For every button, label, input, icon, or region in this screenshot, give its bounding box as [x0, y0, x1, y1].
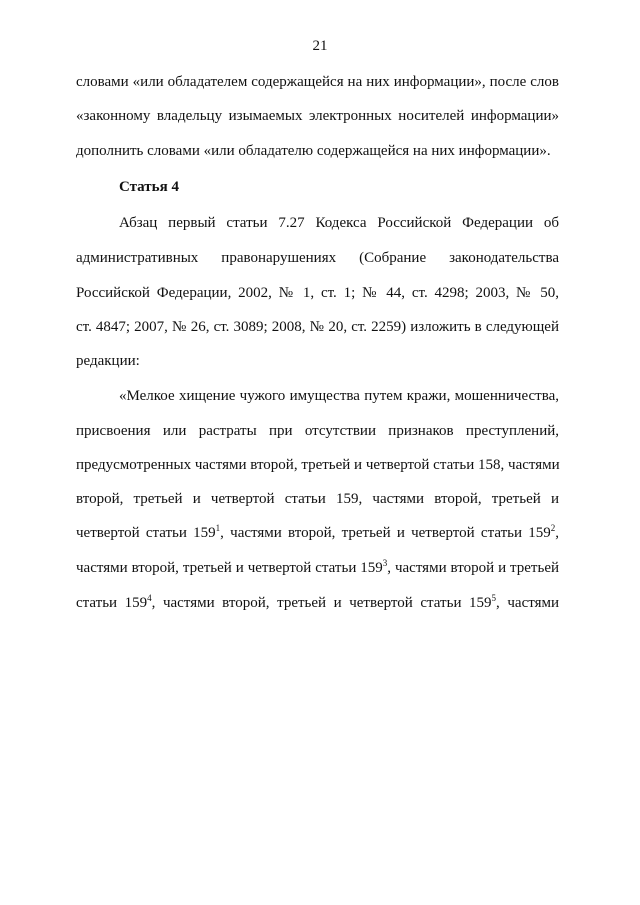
text-segment: , частями: [496, 595, 559, 611]
text-line: Российской Федерации, 2002, № 1, ст. 1; № 44, ст. 4298; 2003, № 50,: [76, 285, 559, 301]
text-line: «законному владельцу изымаемых электронных носителей информации»: [76, 108, 559, 124]
article-heading: Статья 4: [119, 179, 179, 195]
text-segment: четвертой статьи 159: [76, 525, 216, 541]
superscript: 5: [491, 593, 497, 603]
superscript: 3: [382, 558, 388, 568]
text-line-with-superscript: [76, 558, 559, 578]
text-line: присвоения или растраты при отсутствии признаков преступлений,: [76, 423, 559, 439]
text-line: редакции:: [76, 353, 140, 369]
text-segment: , частями второй и третьей: [387, 560, 560, 576]
text-line: «Мелкое хищение чужого имущества путем кражи, мошенничества,: [119, 388, 559, 404]
text-line-with-superscript: [76, 523, 559, 543]
text-line: предусмотренных частями второй, третьей и четвертой статьи 158, частями: [76, 457, 560, 473]
text-line: ст. 4847; 2007, № 26, ст. 3089; 2008, № 20, ст. 2259) изложить в следующей: [76, 319, 559, 335]
text-line: словами «или обладателем содержащейся на них информации», после слов: [76, 74, 559, 90]
text-segment: , частями второй, третьей и четвертой статьи 159: [220, 525, 551, 541]
text-line: дополнить словами «или обладателю содержащейся на них информации».: [76, 143, 551, 159]
superscript: 2: [550, 523, 556, 533]
page-number: 21: [312, 38, 328, 54]
text-line: Абзац первый статьи 7.27 Кодекса Российской Федерации об: [119, 215, 559, 231]
text-line: второй, третьей и четвертой статьи 159, частями второй, третьей и: [76, 491, 559, 507]
text-segment: ,: [555, 525, 560, 541]
superscript: 4: [147, 593, 152, 603]
text-segment: статьи 159: [76, 595, 148, 611]
text-segment: , частями второй, третьей и четвертой статьи 159: [151, 595, 492, 611]
text-line-with-superscript: [76, 593, 559, 613]
superscript: 1: [215, 523, 221, 533]
text-line: административных правонарушениях (Собрание законодательства: [76, 250, 559, 266]
text-segment: частями второй, третьей и четвертой статьи 159: [76, 560, 383, 576]
